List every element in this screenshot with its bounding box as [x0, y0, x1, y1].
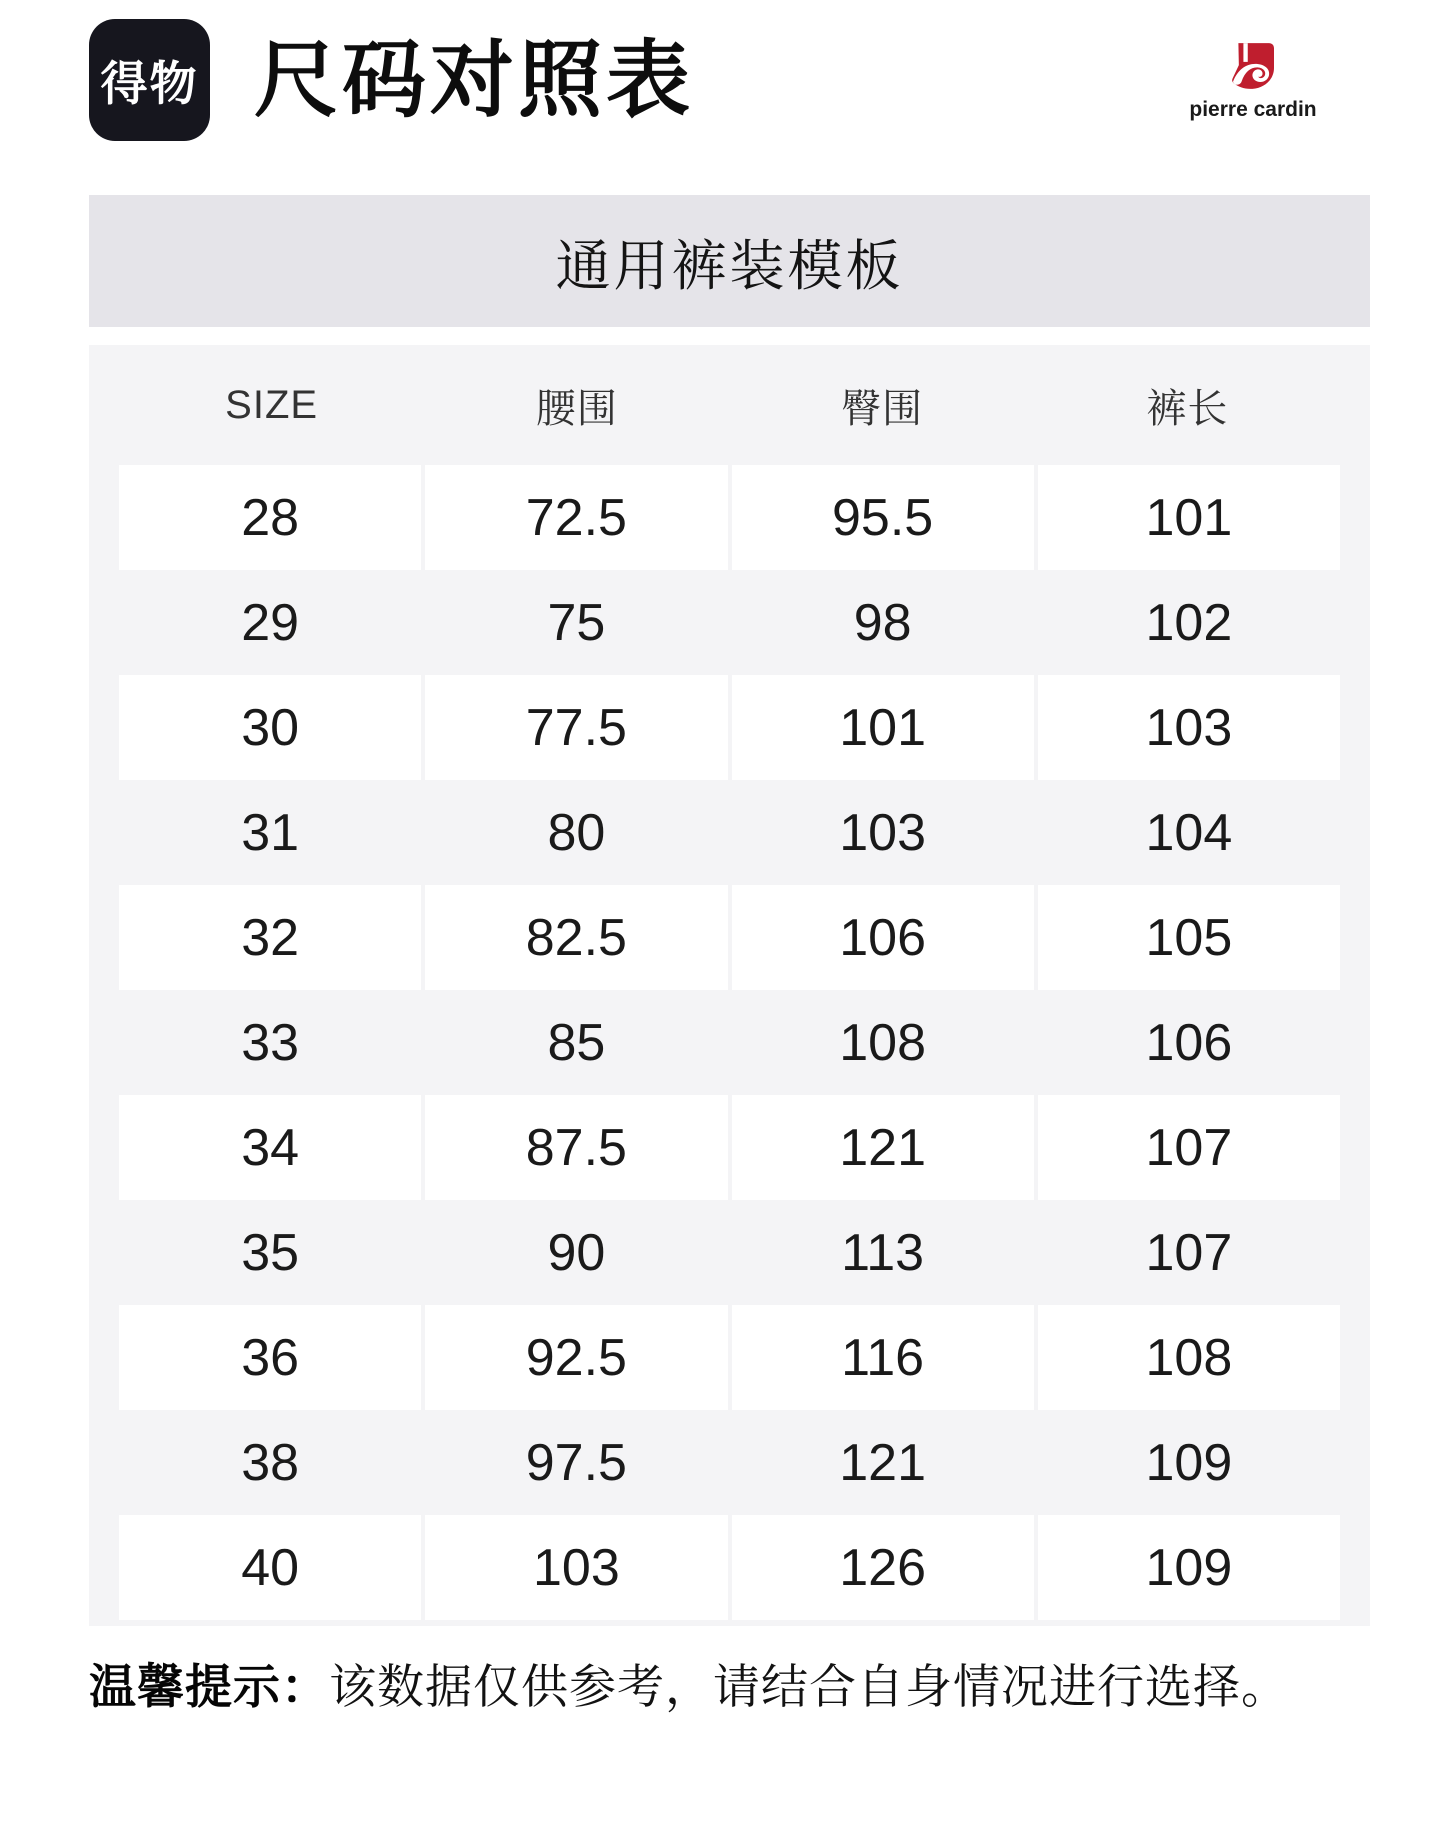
note-label: 温馨提示：	[89, 1660, 329, 1713]
template-banner	[89, 195, 1370, 327]
banner-title: 通用裤装模板	[555, 234, 904, 297]
table-cell: 104	[1145, 803, 1233, 862]
table-cell: 80	[547, 803, 606, 862]
table-cell: 35	[241, 1223, 300, 1282]
table-cell: 126	[732, 1515, 1034, 1620]
table-cell: 85	[547, 1013, 606, 1072]
table-cell: 34	[119, 1095, 421, 1200]
table-row	[119, 465, 1340, 570]
table-cell: 31	[241, 803, 300, 862]
size-table	[89, 345, 1370, 1626]
table-cell: 72.5	[425, 465, 727, 570]
page-header	[0, 0, 1440, 195]
table-cell: 38	[241, 1433, 300, 1492]
table-row	[119, 990, 1340, 1095]
table-cell: 101	[732, 675, 1034, 780]
table-cell: 121	[732, 1095, 1034, 1200]
table-cell: 105	[1038, 885, 1340, 990]
table-cell: 106	[732, 885, 1034, 990]
table-cell: 106	[1145, 1013, 1233, 1072]
dewu-logo-text: 得物	[100, 56, 199, 110]
table-cell: 103	[839, 803, 926, 862]
table-row	[119, 1410, 1340, 1515]
table-cell: 97.5	[525, 1433, 627, 1492]
table-cell: 109	[1038, 1515, 1340, 1620]
table-cell: 36	[119, 1305, 421, 1410]
table-cell: 92.5	[425, 1305, 727, 1410]
size-table-body	[119, 465, 1340, 1620]
table-row	[119, 675, 1340, 780]
table-cell: 28	[119, 465, 421, 570]
note-text: 该数据仅供参考，请结合自身情况进行选择。	[329, 1660, 1289, 1713]
bottom-note	[89, 1650, 1440, 1717]
column-header-waist: 腰围	[535, 386, 618, 431]
size-table-header	[119, 345, 1340, 465]
table-cell: 113	[841, 1223, 925, 1282]
table-cell: 33	[241, 1013, 300, 1072]
table-cell: 90	[547, 1223, 606, 1282]
table-cell: 107	[1038, 1095, 1340, 1200]
table-cell: 87.5	[425, 1095, 727, 1200]
table-row	[119, 1200, 1340, 1305]
pierre-cardin-logo-icon	[1232, 43, 1274, 89]
table-cell: 108	[1038, 1305, 1340, 1410]
table-cell: 103	[1038, 675, 1340, 780]
table-cell: 82.5	[425, 885, 727, 990]
table-cell: 116	[732, 1305, 1034, 1410]
table-row	[119, 1305, 1340, 1410]
app-logo-row	[89, 19, 694, 141]
table-cell: 75	[547, 593, 606, 652]
table-cell: 32	[119, 885, 421, 990]
column-header-length: 裤长	[1146, 386, 1229, 431]
table-cell: 98	[853, 593, 912, 652]
column-header-size: SIZE	[225, 382, 319, 427]
table-cell: 95.5	[732, 465, 1034, 570]
table-cell: 40	[119, 1515, 421, 1620]
table-cell: 109	[1145, 1433, 1233, 1492]
table-cell: 77.5	[425, 675, 727, 780]
table-cell: 102	[1145, 593, 1233, 652]
table-row	[119, 1095, 1340, 1200]
table-cell: 103	[425, 1515, 727, 1620]
brand-name: pierre cardin	[1189, 98, 1317, 121]
page-title: 尺码对照表	[254, 33, 695, 127]
brand-block	[1190, 43, 1316, 122]
table-cell: 108	[839, 1013, 926, 1072]
table-cell: 107	[1145, 1223, 1233, 1282]
table-row	[119, 570, 1340, 675]
table-cell: 101	[1038, 465, 1340, 570]
column-header-hip: 臀围	[841, 386, 924, 431]
table-cell: 29	[241, 593, 300, 652]
table-cell: 30	[119, 675, 421, 780]
table-row	[119, 1515, 1340, 1620]
table-row	[119, 780, 1340, 885]
table-row	[119, 885, 1340, 990]
dewu-logo-icon	[89, 19, 210, 141]
table-cell: 121	[839, 1433, 926, 1492]
